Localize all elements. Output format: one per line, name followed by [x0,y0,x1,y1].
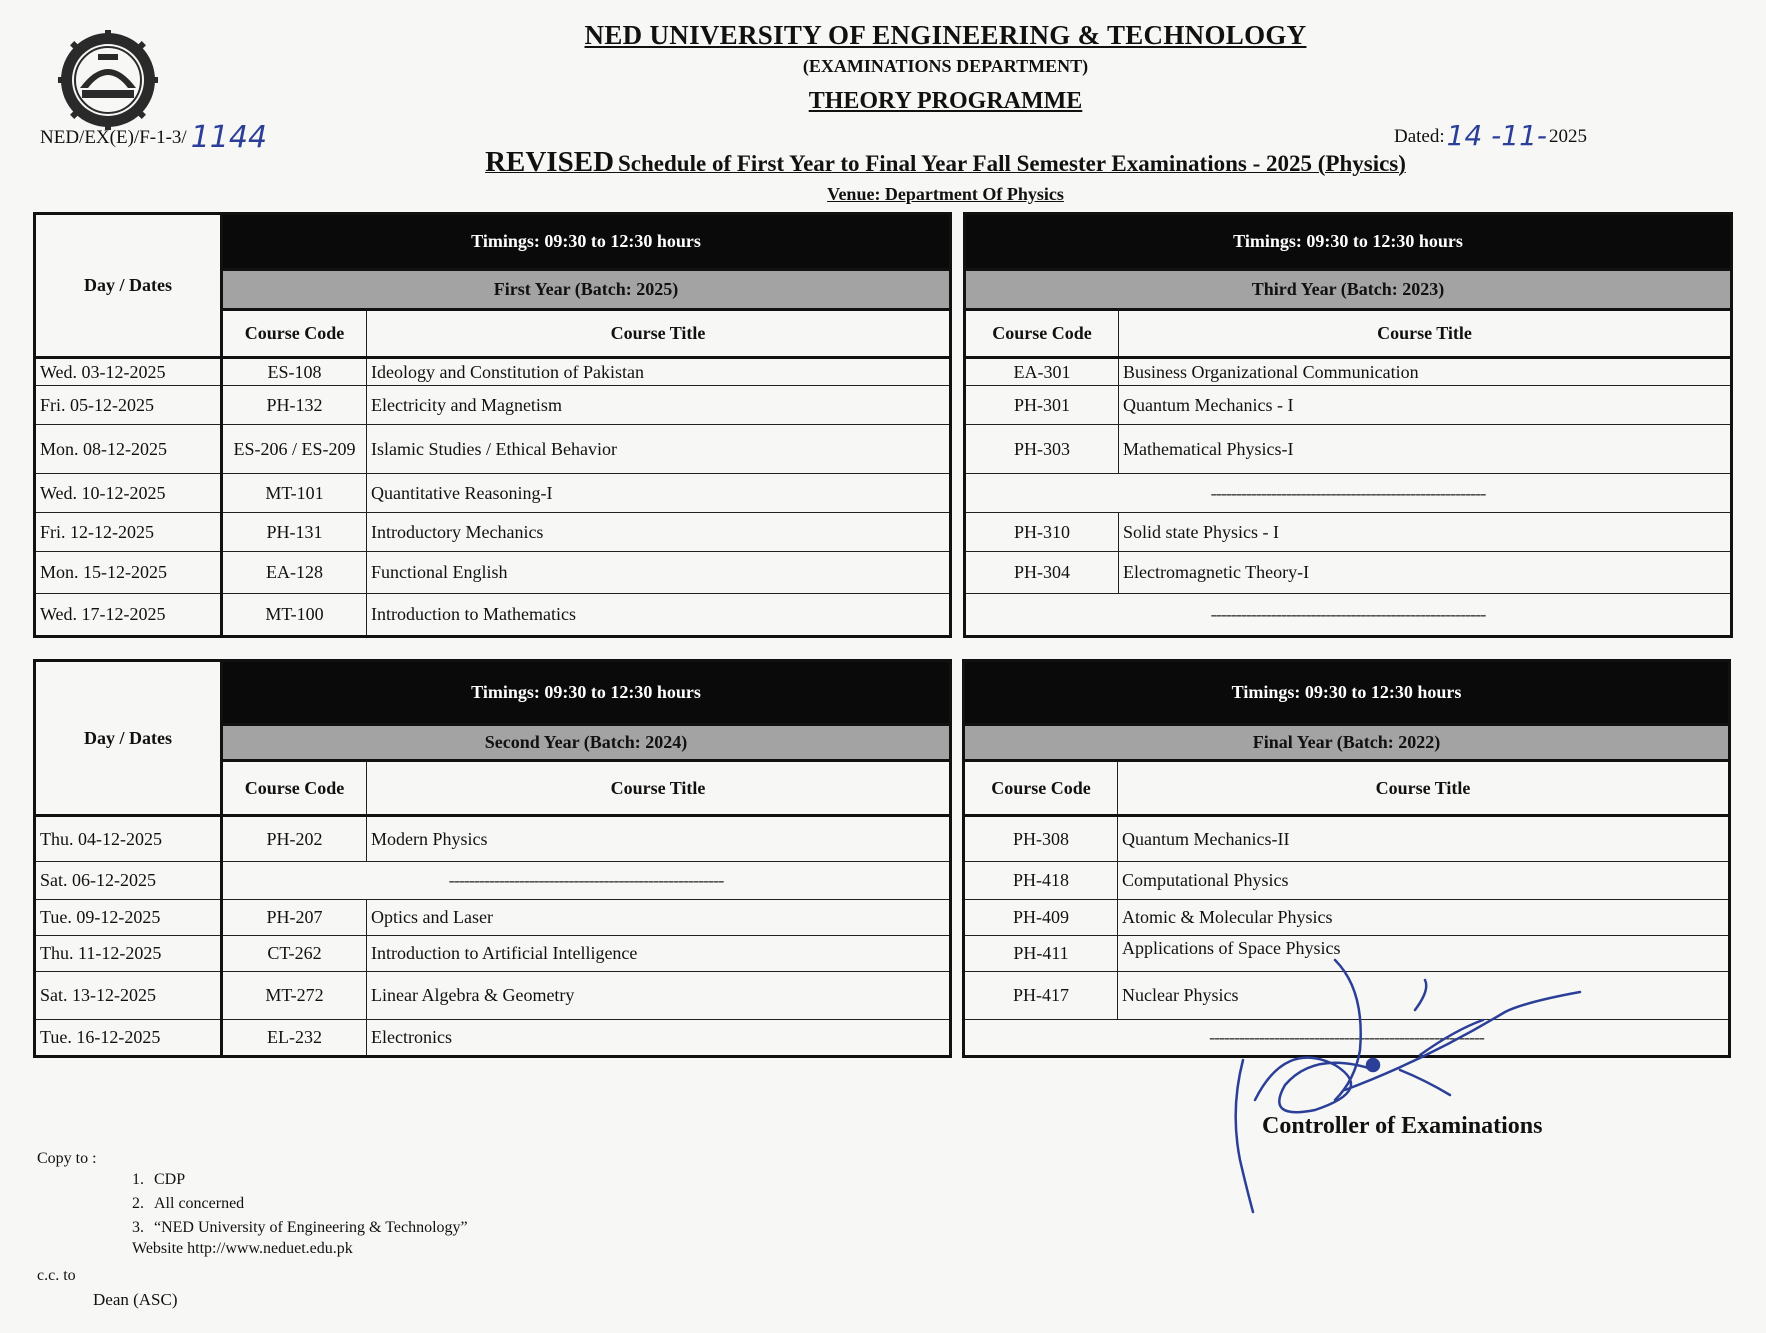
timings-header: Timings: 09:30 to 12:30 hours [964,661,1730,725]
exam-date: Wed. 17-12-2025 [35,594,222,637]
table-row [965,425,1732,474]
table-row [35,594,951,637]
course-code-header: Course Code [965,310,1119,358]
course-title-header: Course Title [367,761,951,816]
course-code: ES-206 / ES-209 [222,425,367,474]
course-title: Electromagnetic Theory-I [1119,552,1732,594]
course-code: CT-262 [222,936,367,972]
course-code: ES-108 [222,358,367,386]
table-row [965,513,1732,552]
table-row [35,862,951,900]
course-code: MT-272 [222,972,367,1020]
table-row [35,358,951,386]
course-title: Business Organizational Communication [1119,358,1732,386]
list-text: All concerned [154,1195,245,1212]
list-item [132,1192,468,1216]
list-text: “NED University of Engineering & Technology” [154,1219,468,1236]
list-item [132,1168,468,1192]
table-row [35,552,951,594]
timings-header: Timings: 09:30 to 12:30 hours [222,214,951,270]
course-title: Mathematical Physics-I [1119,425,1732,474]
table-row [964,862,1730,900]
controller-signature [1225,950,1585,1220]
course-code-header: Course Code [222,761,367,816]
table-row [964,900,1730,936]
course-code: PH-303 [965,425,1119,474]
list-number: 2. [132,1195,144,1212]
course-code: PH-202 [222,816,367,862]
list-number: 3. [132,1219,144,1236]
exam-date: Wed. 03-12-2025 [35,358,222,386]
no-exam-dashes: ------------------------------------------------------- [964,1020,1730,1057]
course-title: Introduction to Mathematics [367,594,951,637]
cc-label: c.c. to [37,1267,76,1284]
course-title-header: Course Title [1118,761,1730,816]
course-title: Ideology and Constitution of Pakistan [367,358,951,386]
table-row [965,386,1732,425]
course-title: Quantum Mechanics-II [1118,816,1730,862]
course-code: MT-101 [222,474,367,513]
batch-header: Final Year (Batch: 2022) [964,725,1730,761]
copy-to-label: Copy to : [37,1150,97,1167]
course-title: Quantum Mechanics - I [1119,386,1732,425]
course-title: Introduction to Artificial Intelligence [367,936,951,972]
university-name: NED UNIVERSITY OF ENGINEERING & TECHNOLOGY [584,20,1307,50]
course-title: Optics and Laser [367,900,951,936]
second-year-schedule-table [33,659,952,1058]
exam-date: Fri. 12-12-2025 [35,513,222,552]
course-title: Quantitative Reasoning-I [367,474,951,513]
batch-header: Third Year (Batch: 2023) [965,270,1732,310]
reference-prefix: NED/EX(E)/F-1-3/ [40,127,187,148]
course-title: Solid state Physics - I [1119,513,1732,552]
course-code: PH-304 [965,552,1119,594]
table-row [35,1020,951,1057]
no-exam-dashes: ------------------------------------------------------- [965,474,1732,513]
table-row [964,816,1730,862]
course-code: PH-308 [964,816,1118,862]
course-title: Introductory Mechanics [367,513,951,552]
controller-title: Controller of Examinations [1262,1113,1543,1139]
reference-handwritten-number: 1144 [190,120,268,155]
course-code-header: Course Code [964,761,1118,816]
table-row [35,816,951,862]
table-row [965,594,1732,637]
exam-date: Thu. 04-12-2025 [35,816,222,862]
no-exam-dashes: ------------------------------------------------------- [222,862,951,900]
exam-date: Mon. 08-12-2025 [35,425,222,474]
list-number: 1. [132,1171,144,1188]
exam-date: Tue. 16-12-2025 [35,1020,222,1057]
course-code: PH-132 [222,386,367,425]
no-exam-dashes: ------------------------------------------------------- [965,594,1732,637]
course-title: Islamic Studies / Ethical Behavior [367,425,951,474]
list-text: CDP [154,1171,186,1188]
day-dates-header: Day / Dates [35,214,222,358]
exam-date: Tue. 09-12-2025 [35,900,222,936]
course-title: Nuclear Physics [1118,972,1730,1020]
table-row [35,936,951,972]
table-row [35,900,951,936]
course-code: PH-417 [964,972,1118,1020]
table-row [965,474,1732,513]
dated-handwritten: 14 -11- [1446,119,1548,152]
third-year-schedule-table [963,212,1733,638]
course-code: PH-301 [965,386,1119,425]
course-title: Modern Physics [367,816,951,862]
table-row [35,513,951,552]
course-code: EA-301 [965,358,1119,386]
website-line: Website http://www.neduet.edu.pk [132,1240,353,1257]
timings-header: Timings: 09:30 to 12:30 hours [965,214,1732,270]
dated-line [1394,116,1588,152]
course-title: Functional English [367,552,951,594]
course-code: EA-128 [222,552,367,594]
table-row [35,474,951,513]
venue-line: Venue: Department Of Physics [827,184,1064,204]
exam-date: Sat. 13-12-2025 [35,972,222,1020]
exam-date: Wed. 10-12-2025 [35,474,222,513]
exam-date: Fri. 05-12-2025 [35,386,222,425]
first-year-schedule-table [33,212,952,638]
course-code: MT-100 [222,594,367,637]
batch-header: First Year (Batch: 2025) [222,270,951,310]
exam-date: Sat. 06-12-2025 [35,862,222,900]
table-row [965,552,1732,594]
department-name: (EXAMINATIONS DEPARTMENT) [802,56,1089,76]
exam-date: Mon. 15-12-2025 [35,552,222,594]
batch-header: Second Year (Batch: 2024) [222,725,951,761]
course-code: PH-131 [222,513,367,552]
list-item [132,1216,468,1240]
timings-header: Timings: 09:30 to 12:30 hours [222,661,951,725]
dated-year: 2025 [1549,126,1588,147]
day-dates-header: Day / Dates [35,661,222,816]
course-title: Applications of Space Physics [1118,936,1730,972]
table-row [965,358,1732,386]
course-code: PH-207 [222,900,367,936]
table-row [35,425,951,474]
course-title-header: Course Title [1119,310,1732,358]
table-row [35,972,951,1020]
course-title: Computational Physics [1118,862,1730,900]
course-code: PH-310 [965,513,1119,552]
course-code: EL-232 [222,1020,367,1057]
course-title: Linear Algebra & Geometry [367,972,951,1020]
course-title: Electronics [367,1020,951,1057]
heading-revised: REVISED [485,146,615,178]
copy-list [114,1168,468,1240]
course-code-header: Course Code [222,310,367,358]
table-row [35,386,951,425]
heading-text: Schedule of First Year to Final Year Fall Semester Examinations - 2025 (Physics) [618,151,1406,176]
course-code: PH-409 [964,900,1118,936]
course-code: PH-411 [964,936,1118,972]
course-code: PH-418 [964,862,1118,900]
course-title-header: Course Title [367,310,951,358]
schedule-heading [0,146,1766,179]
dated-label: Dated: [1394,126,1445,147]
course-title: Atomic & Molecular Physics [1118,900,1730,936]
dean-recipient: Dean (ASC) [93,1290,178,1309]
programme-title: THEORY PROGRAMME [808,88,1083,114]
course-title: Electricity and Magnetism [367,386,951,425]
exam-date: Thu. 11-12-2025 [35,936,222,972]
